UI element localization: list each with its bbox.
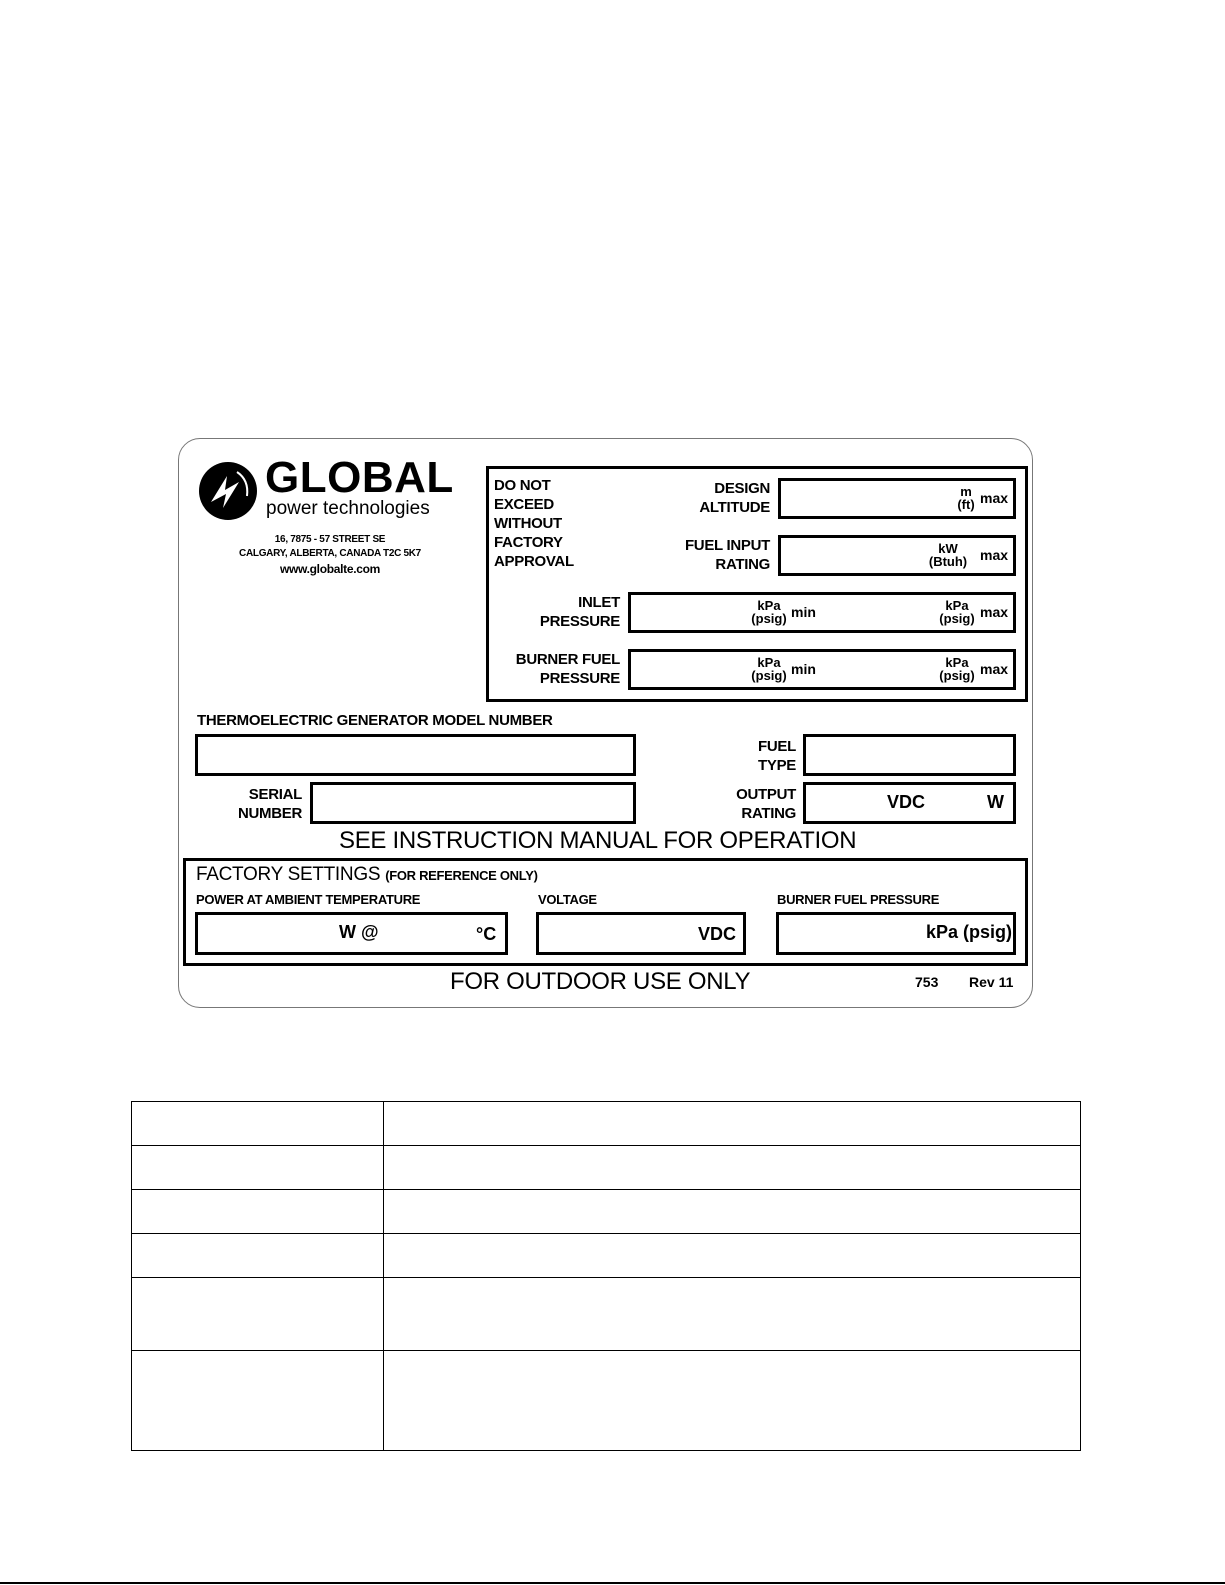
table-cell-value: [384, 1351, 1081, 1451]
warning-line-4: FACTORY: [494, 534, 563, 551]
burner-pressure-label-2: PRESSURE: [539, 670, 620, 687]
address-line-2: CALGARY, ALBERTA, CANADA T2C 5K7: [239, 548, 421, 559]
burner-fuel-pressure-label: BURNER FUEL PRESSURE: [777, 892, 940, 907]
warning-line-5: APPROVAL: [494, 553, 574, 570]
inlet-pressure-max-unit: kPa (psig): [939, 598, 975, 626]
outdoor-use-notice: FOR OUTDOOR USE ONLY: [450, 968, 751, 995]
fuel-input-max: max: [980, 547, 1009, 563]
output-rating-vdc-unit: VDC: [887, 792, 926, 812]
table-row: [132, 1234, 1081, 1278]
table-cell-key: [132, 1146, 384, 1190]
output-rating-label-2: RATING: [741, 805, 796, 822]
serial-number-label-1: SERIAL: [248, 786, 302, 803]
voltage-unit: VDC: [698, 924, 737, 944]
table-cell-key: [132, 1234, 384, 1278]
table-row: [132, 1278, 1081, 1351]
fuel-type-label-1: FUEL: [758, 738, 796, 755]
brand-tagline: power technologies: [266, 498, 430, 519]
inlet-pressure-max: max: [980, 604, 1009, 620]
fuel-input-label-2: RATING: [715, 556, 770, 573]
table-cell-value: [384, 1234, 1081, 1278]
warning-line-1: DO NOT: [494, 477, 551, 494]
page-bottom-rule: [0, 1582, 1225, 1584]
part-number: 753: [915, 974, 939, 990]
design-altitude-unit: m (ft): [957, 484, 975, 512]
voltage-label: VOLTAGE: [538, 892, 597, 907]
model-number-field[interactable]: [195, 734, 636, 776]
inlet-pressure-label-1: INLET: [578, 594, 620, 611]
design-altitude-max: max: [980, 490, 1009, 506]
info-table: [131, 1101, 1081, 1451]
instruction-notice: SEE INSTRUCTION MANUAL FOR OPERATION: [339, 827, 857, 854]
address-line-1: 16, 7875 - 57 STREET SE: [274, 534, 386, 545]
table-row: [132, 1351, 1081, 1451]
serial-number-label-2: NUMBER: [237, 805, 302, 822]
fuel-input-label-1: FUEL INPUT: [684, 537, 770, 554]
burner-pressure-label-1: BURNER FUEL: [515, 651, 620, 668]
power-celsius-unit: °C: [476, 924, 497, 944]
table-cell-value: [384, 1102, 1081, 1146]
output-rating-label-1: OUTPUT: [736, 786, 796, 803]
warning-line-2: EXCEED: [494, 496, 554, 513]
design-altitude-label-1: DESIGN: [714, 480, 770, 497]
burner-pressure-min-unit: kPa (psig): [751, 655, 787, 683]
revision: Rev 11: [969, 974, 1014, 990]
power-watt-unit: W @: [339, 922, 379, 942]
globe-lightning-logo-icon: [197, 460, 259, 522]
serial-number-field[interactable]: [310, 782, 636, 824]
fuel-input-unit: kW (Btuh): [928, 541, 968, 569]
burner-fuel-pressure-unit: kPa (psig): [926, 922, 1013, 942]
website: www.globalte.com: [279, 562, 381, 576]
inlet-pressure-min-unit: kPa (psig): [751, 598, 787, 626]
inlet-pressure-min: min: [791, 604, 816, 620]
table-cell-key: [132, 1102, 384, 1146]
table-cell-value: [384, 1146, 1081, 1190]
table-cell-key: [132, 1351, 384, 1451]
fuel-type-label-2: TYPE: [758, 757, 796, 774]
fuel-type-field[interactable]: [803, 734, 1016, 776]
table-row: [132, 1146, 1081, 1190]
burner-pressure-min: min: [791, 661, 816, 677]
burner-pressure-max-unit: kPa (psig): [939, 655, 975, 683]
output-rating-w-unit: W: [987, 792, 1004, 812]
table-cell-value: [384, 1278, 1081, 1351]
design-altitude-label-2: ALTITUDE: [699, 499, 770, 516]
table-cell-key: [132, 1278, 384, 1351]
burner-pressure-max: max: [980, 661, 1009, 677]
factory-settings-note: (FOR REFERENCE ONLY): [385, 868, 538, 883]
table-cell-value: [384, 1190, 1081, 1234]
table-cell-key: [132, 1190, 384, 1234]
model-number-label: THERMOELECTRIC GENERATOR MODEL NUMBER: [197, 712, 553, 729]
brand-name: GLOBAL: [265, 453, 454, 502]
table-row: [132, 1102, 1081, 1146]
inlet-pressure-label-2: PRESSURE: [539, 613, 620, 630]
table-row: [132, 1190, 1081, 1234]
warning-line-3: WITHOUT: [494, 515, 562, 532]
factory-settings-title: FACTORY SETTINGS (FOR REFERENCE ONLY): [196, 864, 538, 885]
power-ambient-label: POWER AT AMBIENT TEMPERATURE: [196, 892, 421, 907]
